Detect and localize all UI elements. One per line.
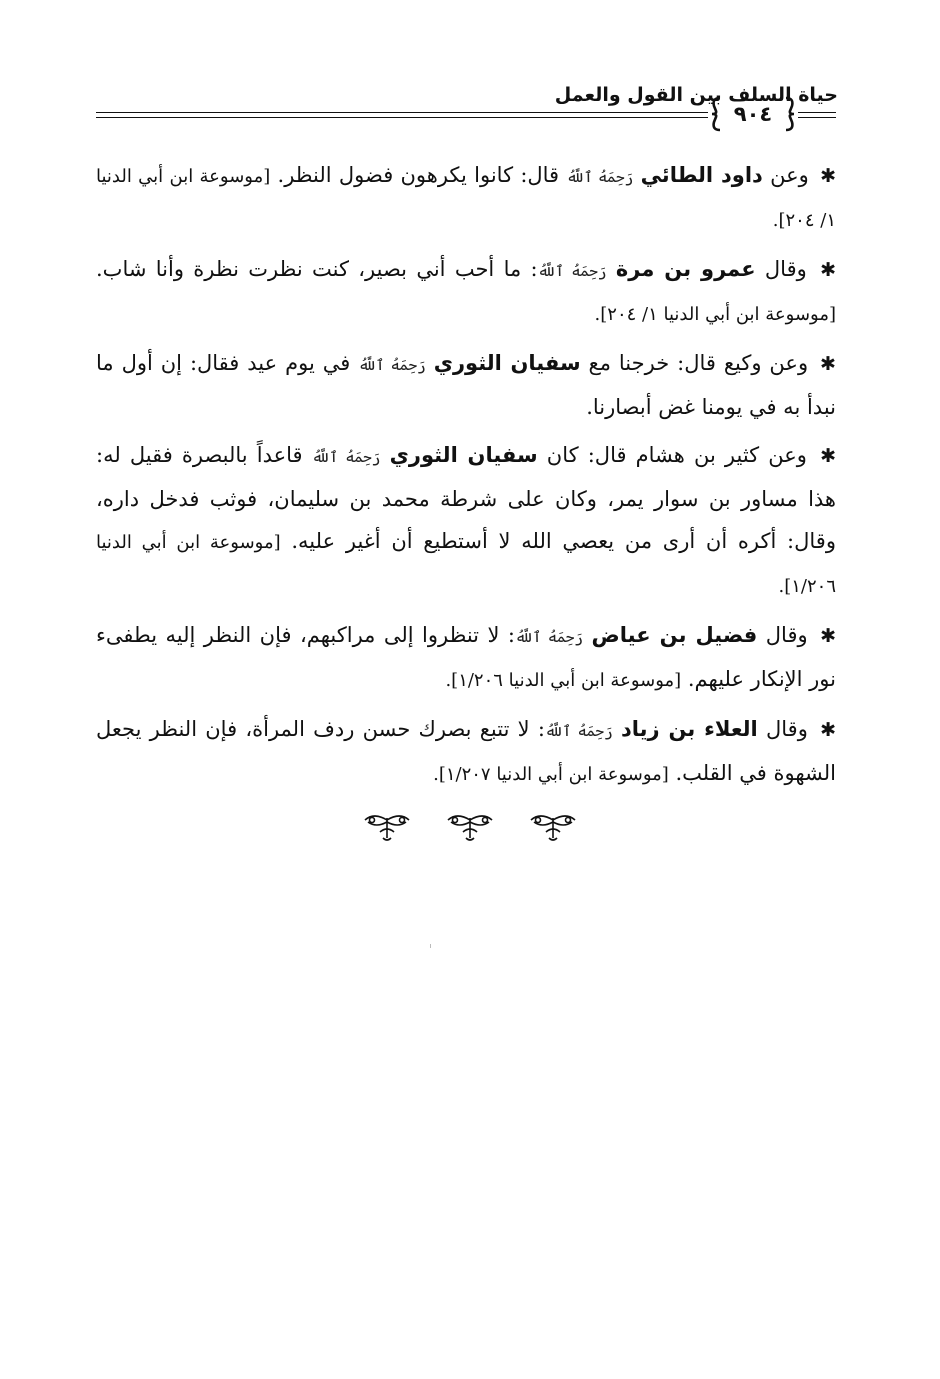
bullet-asterisk-icon: ✱ xyxy=(820,353,836,375)
text-before-name: وقال xyxy=(764,257,807,281)
paragraph xyxy=(96,708,836,796)
source-reference: [موسوعة ابن أبي الدنيا ١/٢٠٦]. xyxy=(445,670,682,691)
page-body xyxy=(96,154,836,802)
text-before-name: وقال xyxy=(766,717,808,741)
person-name: سفيان الثوري xyxy=(433,351,581,375)
text-before-name: وعن xyxy=(770,163,809,187)
quote-text: : لا تنظروا إلى مراكبهم، فإن النظر إليه يطفىء نور الإنكار عليهم. xyxy=(96,623,836,691)
quote-text: في يوم عيد فقال: إن أول ما نبدأ به في يومنا غض أبصارنا. xyxy=(96,351,836,419)
paragraph xyxy=(96,154,836,242)
paragraph xyxy=(96,614,836,702)
page-number-frame xyxy=(710,96,796,132)
floral-ornament-icon xyxy=(445,808,495,842)
bullet-asterisk-icon: ✱ xyxy=(820,445,836,467)
quote-text: قال: كانوا يكرهون فضول النظر. xyxy=(277,163,560,187)
header-rule-left xyxy=(96,112,708,118)
honorific-ligature: رَحِمَهُ ٱللَّهُ xyxy=(514,628,584,646)
bullet-asterisk-icon: ✱ xyxy=(820,165,836,187)
paragraph xyxy=(96,248,836,336)
bullet-asterisk-icon: ✱ xyxy=(820,719,836,741)
floral-ornament-icon xyxy=(362,808,412,842)
floral-ornament-icon xyxy=(528,808,578,842)
bullet-asterisk-icon: ✱ xyxy=(820,259,836,281)
text-before-name: وعن وكيع قال: خرجنا مع xyxy=(588,351,809,375)
text-before-name: وعن كثير بن هشام قال: كان xyxy=(546,443,807,467)
paragraph xyxy=(96,434,836,608)
paragraph xyxy=(96,342,836,428)
source-reference: [موسوعة ابن أبي الدنيا ١/ ٢٠٤]. xyxy=(96,166,836,231)
source-reference: [موسوعة ابن أبي الدنيا ١/٢٠٦]. xyxy=(96,532,836,597)
honorific-ligature: رَحِمَهُ ٱللَّهُ xyxy=(358,356,426,374)
quote-text: : ما أحب أني بصير، كنت نظرت نظرة وأنا شاب. xyxy=(96,257,538,281)
quote-text: : لا تتبع بصرك حسن ردف المرأة، فإن النظر يجعل الشهوة في القلب. xyxy=(96,717,836,785)
page-header xyxy=(96,82,838,132)
quote-text: قاعداً بالبصرة فقيل له: هذا مساور بن سوار يمر، وكان على شرطة محمد بن سليمان، فوثب فدخل داره، وقال: أكره أن أرى من يعصي الله لا أستطيع أن أغير عليه. xyxy=(96,443,836,553)
person-name: عمرو بن مرة xyxy=(615,257,756,281)
person-name: سفيان الثوري xyxy=(389,443,538,467)
bullet-asterisk-icon: ✱ xyxy=(820,625,837,647)
honorific-ligature: رَحِمَهُ ٱللَّهُ xyxy=(311,448,381,466)
source-reference: [موسوعة ابن أبي الدنيا ١/ ٢٠٤]. xyxy=(594,304,836,325)
page-number: ٩٠٤ xyxy=(733,102,773,126)
honorific-ligature: رَحِمَهُ ٱللَّهُ xyxy=(566,168,634,186)
honorific-ligature: رَحِمَهُ ٱللَّهُ xyxy=(544,722,613,740)
section-end-ornaments xyxy=(0,808,940,848)
scan-speck xyxy=(430,944,431,948)
header-rule-right xyxy=(798,112,836,118)
person-name: داود الطائي xyxy=(640,163,763,187)
person-name: العلاء بن زياد xyxy=(621,717,758,741)
honorific-ligature: رَحِمَهُ ٱللَّهُ xyxy=(537,262,607,280)
person-name: فضيل بن عياض xyxy=(591,623,758,647)
text-before-name: وقال xyxy=(765,623,808,647)
running-title: حياة السلف بين القول والعمل xyxy=(554,84,838,106)
source-reference: [موسوعة ابن أبي الدنيا ١/٢٠٧]. xyxy=(433,764,669,785)
